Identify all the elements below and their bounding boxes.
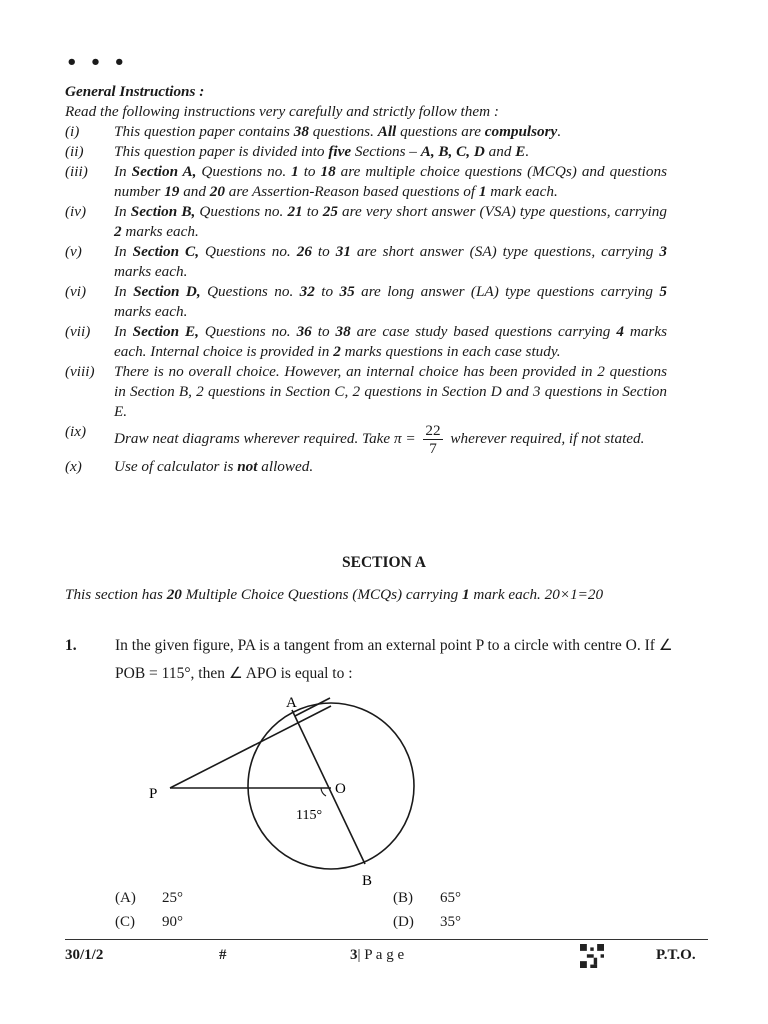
pto: P.T.O. bbox=[656, 947, 696, 963]
text-run: In bbox=[114, 203, 131, 220]
bold-text: compulsory bbox=[484, 123, 558, 140]
text-run: allowed. bbox=[257, 458, 314, 475]
tangent-extension bbox=[295, 698, 330, 716]
bold-text: 20 bbox=[166, 586, 182, 603]
page-word: | P a g e bbox=[357, 947, 405, 963]
footer-hash: # bbox=[219, 947, 227, 963]
text-run: There is no overall choice. However, an internal choice has been provided in 2 questions in Section B, 2 questions in Section C, 2 questions in Section D and 3 questions in Section E. bbox=[114, 363, 667, 420]
text-run: Questions no. bbox=[200, 283, 300, 300]
text-run: Questions no. bbox=[199, 243, 297, 260]
text-run: Questions no. bbox=[196, 163, 292, 180]
instruction-number: (iii) bbox=[65, 163, 88, 180]
bold-text: 1 bbox=[461, 586, 470, 603]
label-p: P bbox=[149, 786, 158, 802]
text-run: Questions no. bbox=[195, 203, 288, 220]
bold-text: Section A, bbox=[131, 163, 197, 180]
text-run: Questions no. bbox=[198, 323, 297, 340]
page-number bbox=[350, 947, 404, 964]
section-heading: SECTION A bbox=[342, 554, 426, 571]
circle bbox=[248, 703, 414, 869]
text-run: are short answer (SA) type questions, carrying bbox=[350, 243, 660, 260]
text-run: are Assertion-Reason based questions of bbox=[224, 183, 479, 200]
bold-text: Section B, bbox=[130, 203, 196, 220]
text-run: In bbox=[114, 243, 133, 260]
bold-text: 38 bbox=[335, 323, 351, 340]
text-run: In bbox=[114, 163, 132, 180]
bold-text: 38 bbox=[293, 123, 309, 140]
text-run: are long answer (LA) type questions carrying bbox=[354, 283, 660, 300]
instruction-number: (vi) bbox=[65, 283, 87, 300]
text-run: are case study based questions carrying bbox=[350, 323, 617, 340]
text-run: marks each. bbox=[114, 263, 188, 280]
text-run: are very short answer (VSA) type questions, carrying bbox=[337, 203, 667, 220]
bold-text: 26 bbox=[296, 243, 312, 260]
bold-text: Section E, bbox=[132, 323, 199, 340]
bold-text: 1 bbox=[291, 163, 299, 180]
footer-rule bbox=[65, 939, 708, 940]
bold-text: 18 bbox=[320, 163, 336, 180]
text-run: wherever required, if not stated. bbox=[446, 429, 645, 447]
text-run: Sections – bbox=[351, 143, 421, 160]
text-run: Multiple Choice Questions (MCQs) carrying bbox=[181, 586, 462, 603]
bold-text: 25 bbox=[322, 203, 338, 220]
page-number-value: 3 bbox=[350, 947, 358, 963]
text-run: This question paper is divided into bbox=[114, 143, 329, 160]
header-dots: • • • bbox=[66, 52, 129, 73]
angle-arc bbox=[321, 788, 326, 796]
instruction-number: (v) bbox=[65, 243, 82, 260]
text-run: and bbox=[179, 183, 210, 200]
instructions-intro: Read the following instructions very carefully and strictly follow them : bbox=[65, 103, 499, 120]
label-b: B bbox=[362, 873, 373, 889]
text-run: marks each. Internal choice is provided in bbox=[114, 323, 667, 360]
text-run: mark each. 20×1=20 bbox=[469, 586, 604, 603]
bold-text: A, B, C, D bbox=[420, 143, 485, 160]
text-run: In bbox=[114, 283, 134, 300]
text-run: . bbox=[525, 143, 530, 160]
option-c-label: (C) bbox=[115, 914, 135, 930]
bold-text: 19 bbox=[164, 183, 180, 200]
instruction-number: (viii) bbox=[65, 363, 95, 380]
bold-text: Section D, bbox=[133, 283, 201, 300]
text-run: Use of calculator is bbox=[114, 458, 238, 475]
text-run: questions. bbox=[308, 123, 378, 140]
label-o: O bbox=[335, 781, 346, 797]
text-run: In bbox=[114, 323, 133, 340]
diameter-ab bbox=[292, 710, 365, 864]
bold-text: 35 bbox=[339, 283, 355, 300]
text-run: are multiple choice questions (MCQs) and questions number bbox=[114, 163, 667, 200]
text-run: and bbox=[484, 143, 516, 160]
text-run: marks each. bbox=[121, 223, 199, 240]
instruction-number: (x) bbox=[65, 458, 82, 475]
bold-text: Section C, bbox=[132, 243, 199, 260]
bold-text: E bbox=[515, 143, 526, 160]
text-run: to bbox=[314, 283, 340, 300]
bold-text: All bbox=[377, 123, 397, 140]
text-run: to bbox=[302, 203, 323, 220]
text-run: questions are bbox=[396, 123, 485, 140]
text-run: Draw neat diagrams wherever required. Take π = bbox=[114, 429, 420, 447]
instruction-number: (i) bbox=[65, 123, 80, 140]
instruction-number: (ii) bbox=[65, 143, 84, 160]
bold-text: 20 bbox=[209, 183, 225, 200]
text-run: mark each. bbox=[486, 183, 558, 200]
bold-text: 3 bbox=[659, 243, 668, 260]
text-run: marks each. bbox=[114, 303, 188, 320]
bold-text: five bbox=[328, 143, 352, 160]
label-a: A bbox=[286, 695, 297, 711]
bold-text: 21 bbox=[287, 203, 303, 220]
bold-text: 1 bbox=[478, 183, 487, 200]
text-run: This question paper contains bbox=[114, 123, 294, 140]
instructions-title: General Instructions : bbox=[65, 83, 205, 100]
instruction-number: (vii) bbox=[65, 323, 91, 340]
option-b-value: 65° bbox=[440, 890, 461, 906]
text-run: marks questions in each case study. bbox=[340, 343, 561, 360]
paper-code: 30/1/2 bbox=[65, 947, 104, 963]
bold-text: 2 bbox=[333, 343, 341, 360]
text-run: to bbox=[311, 323, 336, 340]
option-a-value: 25° bbox=[162, 890, 183, 906]
bold-text: 5 bbox=[659, 283, 667, 300]
bold-text: not bbox=[237, 458, 258, 475]
bold-text: 2 bbox=[114, 223, 122, 240]
bold-text: 36 bbox=[296, 323, 312, 340]
text-run: to bbox=[311, 243, 336, 260]
option-d-value: 35° bbox=[440, 914, 461, 930]
text-run: . bbox=[557, 123, 562, 140]
option-c-value: 90° bbox=[162, 914, 183, 930]
question-number: 1. bbox=[65, 637, 77, 654]
instruction-number: (ix) bbox=[65, 423, 87, 440]
text-run: This section has bbox=[65, 586, 167, 603]
label-angle: 115° bbox=[296, 808, 323, 823]
instruction-number: (iv) bbox=[65, 203, 87, 220]
question-text: In the given figure, PA is a tangent from an external point P to a circle with centre O. If ∠ POB = 115°, then ∠ APO is equal to : bbox=[115, 637, 673, 682]
qr-code-icon bbox=[580, 944, 604, 968]
option-d-label: (D) bbox=[393, 914, 414, 930]
option-a-label: (A) bbox=[115, 890, 136, 906]
bold-text: 32 bbox=[299, 283, 315, 300]
fraction-denominator: 7 bbox=[429, 440, 437, 457]
text-run: to bbox=[298, 163, 321, 180]
fraction-numerator: 22 bbox=[425, 422, 441, 439]
option-b-label: (B) bbox=[393, 890, 413, 906]
bold-text: 4 bbox=[616, 323, 624, 340]
bold-text: 31 bbox=[335, 243, 351, 260]
tangent-line-pa bbox=[170, 706, 331, 788]
